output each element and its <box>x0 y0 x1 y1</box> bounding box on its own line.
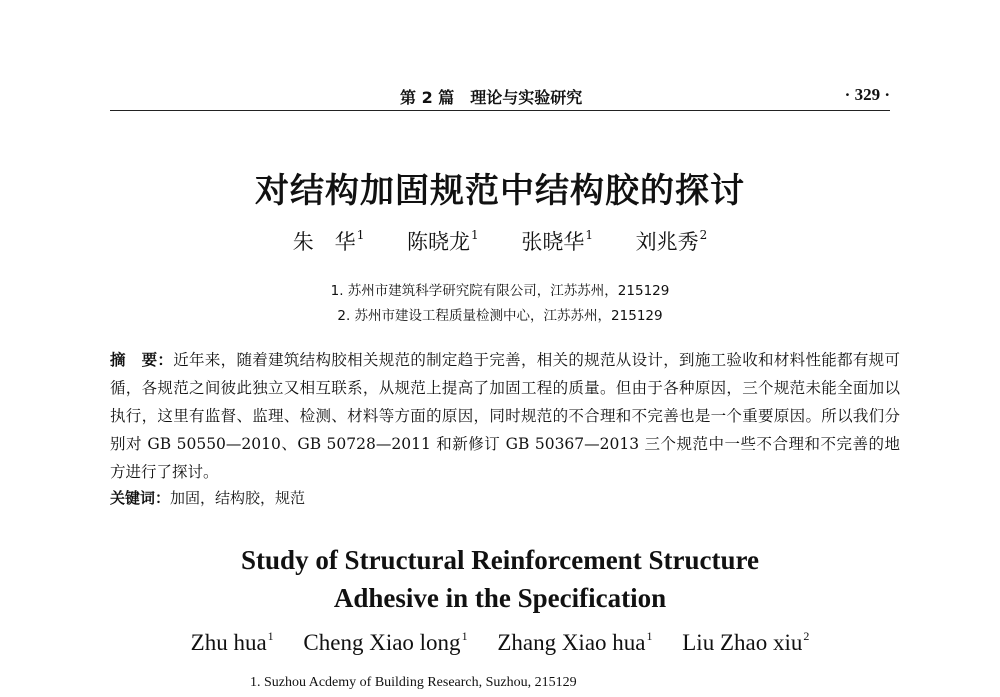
abstract-text: 近年来，随着建筑结构胶相关规范的制定趋于完善，相关的规范从设计，到施工验收和材料性能都有规可循，各规范之间彼此独立又相互联系，从规范上提高了加固工程的质量。但由于各种原因，三个规范未能全面加以执行，这里有监督、监理、检测、材料等方面的原因，同时规范的不合理和不完善也是一个重要原因。所以我们分别对 GB 50550—2010、GB 50728—2011 和新修订 GB 50367—2013 三个规范中一些不合理和不完善的地方进行了探讨。 <box>110 351 900 481</box>
affiliation-cn-1: 1. 苏州市建筑科学研究院有限公司，江苏苏州，215129 <box>330 283 670 299</box>
running-head-part: 第 2 篇 理论与实验研究 <box>400 88 583 107</box>
author-cn: 张晓华$^1$ <box>521 228 593 254</box>
keywords-text: 加固，结构胶，规范 <box>170 489 306 507</box>
author-en: Zhang Xiao hua$^1$ <box>497 629 653 655</box>
title-en-line-2: Adhesive in the Specification <box>333 583 667 613</box>
author-list-chinese <box>0 226 1000 256</box>
affiliation-cn-2: 2. 苏州市建设工程质量检测中心，江苏苏州，215129 <box>337 308 663 324</box>
header-rule <box>110 110 890 111</box>
author-en: Zhu hua$^1$ <box>190 629 274 655</box>
abstract <box>110 346 900 486</box>
author-cn: 陈晓龙$^1$ <box>407 228 479 254</box>
author-en: Cheng Xiao long$^1$ <box>303 629 468 655</box>
paper-title-english <box>0 541 1000 617</box>
author-list-english <box>0 629 1000 656</box>
keywords <box>110 487 900 509</box>
running-head <box>110 83 890 107</box>
page-number: · 329 · <box>844 85 890 104</box>
author-en: Liu Zhao xiu$^2$ <box>682 629 810 655</box>
author-cn: 朱 华$^1$ <box>292 228 365 254</box>
keywords-label: 关键词： <box>110 489 171 507</box>
paper-title-chinese: 对结构加固规范中结构胶的探讨 <box>255 171 745 211</box>
title-en-line-1: Study of Structural Reinforcement Structure <box>241 545 759 575</box>
author-cn: 刘兆秀$^2$ <box>635 228 708 254</box>
abstract-label: 摘 要： <box>110 351 174 369</box>
affiliation-en-1: 1. Suzhou Acdemy of Building Research, Suzhou, 215129 <box>250 675 577 690</box>
